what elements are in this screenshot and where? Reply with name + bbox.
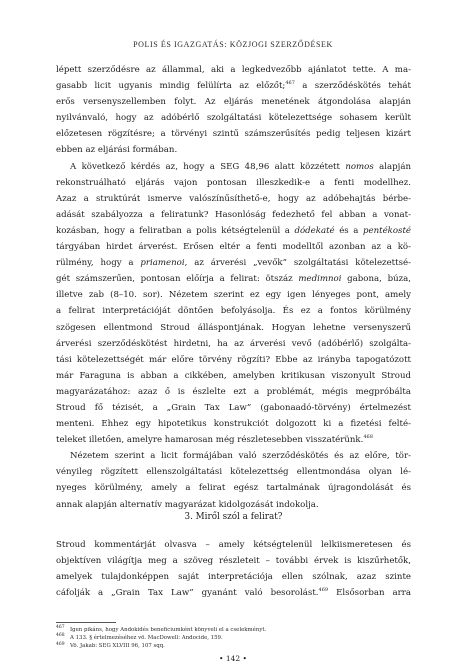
text-line: amelyek tulajdonképpen saját interpretációja ellen szólnak, azaz szinte — [56, 572, 411, 583]
text-line: A következő kérdés az, hogy a SEG 48,96 alatt közzétett nomos alapján — [70, 161, 411, 172]
text-line: annak alapján alternatív magyarázat kidolgozását indokolja. — [56, 499, 319, 510]
footnote-467: 467 Igen pikáns, hogy Andokidés beneficiumként könyveli el a cselekményt. — [56, 625, 267, 633]
footnote-ref-467[interactable]: 467 — [285, 80, 295, 87]
text-line: szögesen ellentmond Stroud álláspontjának. Hogyan lehetne versenyszerű — [56, 322, 411, 333]
footnote-ref-469[interactable]: 469 — [318, 587, 329, 594]
running-head: POLIS ÉS IGAZGATÁS: KÖZJOGI SZERZŐDÉSEK — [133, 40, 333, 49]
footnote-text: Igen pikáns, hogy Andokidés beneficiumként könyveli el a cselekményt. — [70, 627, 267, 633]
text-line: lépett szerződésre az állammal, aki a legkedvezőbb ajánlatot tette. A ma- — [56, 65, 411, 75]
text-line: már Faraguna is abban a cikkében, amelyben kritikusan viszonyult Stroud — [56, 370, 411, 381]
text-line: Nézetem szerint a licit formájában való szerződéskötés és az előre, tör- — [70, 451, 411, 462]
text-line: menteni. Ehhez egy hipotetikus konstrukciót dolgozott ki a fizetési felté- — [56, 419, 411, 430]
text-line: tárgyában hirdet árverést. Erősen eltér a fenti modelltől azonban az a kö- — [56, 242, 411, 253]
text-line: magyarázatához: azaz ő is észlelte ezt a problémát, mégis megpróbálta — [56, 386, 411, 397]
text-line: rülmény, hogy a priamenoi, az árverési „vevők” szolgáltatási kötelezettsé- — [56, 258, 411, 269]
text-line: vényileg rögzített ellenszolgáltatási kötelezettség ellentmondása olyan lé- — [56, 467, 411, 478]
text-line: árverési szerződéskötést hirdetni, ha az árverési vevő (adóbérlő) szolgálta- — [56, 338, 411, 349]
footnote-468: 468 A 133. § értelmezéséhez vö. MacDowell: Andocide, 159. — [56, 633, 223, 642]
closing-text — [56, 537, 411, 601]
page-number: • 142 • — [219, 654, 247, 663]
text-line: erős versenyszellemben folyt. Az eljárás menetének átgondolása alapján — [56, 97, 411, 108]
text-line: rekonstruálható eljárás vajon pontosan illeszkedik-e a fenti modellhez. — [56, 177, 411, 188]
footnote-text: A 133. § értelmezéséhez vö. MacDowell: Andocide, 159. — [70, 635, 223, 642]
footnote-ref-468[interactable]: 468 — [363, 434, 373, 441]
footnote-text: Vö. Jakab: SEG XLVIII 96, 107 sqq. — [70, 643, 165, 650]
text-line: nyilvánvaló, hogy az adóbérlő szolgáltatási kötelezettsége sohasem került — [56, 113, 411, 124]
text-line: kozásban, hogy a feliratban a polis kétségtelenül a dódekaté és a pentékosté — [56, 225, 411, 236]
text-line: Stroud kommentárját olvasva – amely kétségtelenül lelkiismeretesen és — [56, 540, 411, 550]
text-line: a felirat interpretációját döntően befolyásolja. És ez a fontos körülmény — [56, 306, 411, 317]
text-line: adását szabályozza a feliratunk? Hasonlóság fedezhető fel abban a vonat- — [56, 209, 411, 220]
text-line: Stroud fő tézisét, a „Grain Tax Law” (gabonaadó-törvény) értelmezést — [56, 402, 411, 413]
text-line: ebben az eljárási formában. — [56, 145, 178, 156]
footnote-469: 469 Vö. Jakab: SEG XLVIII 96, 107 sqq. — [56, 641, 165, 650]
footnote-divider — [56, 622, 116, 623]
text-line: nyeges körülmény, amely a felirat egész tartalmának újragondolását és — [56, 483, 411, 494]
section-title: 3. Miről szól a felirat? — [184, 512, 283, 522]
text-line: előzetesen rögzítésre; a törvényi szintű számszerűsítés pedig teljesen kizárt — [56, 129, 411, 140]
text-line: Azaz a struktúrát ismerve valószínűsíthető-e, hogy az adóbehajtás bérbe- — [56, 193, 411, 204]
text-line: gasabb licit ugyanis mindig felülírta az előzőt;$^{467}$ a szerződéskötés tehát — [56, 80, 411, 92]
text-line: gét számszerűen, pontosan előírja a felirat: ötszáz medimnoi gabona, búza, — [56, 274, 411, 285]
text-line: cáfolják a „Grain Tax Law” gyanánt való besorolást.$^{469}$ Elsősorban arra — [56, 587, 411, 599]
text-line: objektíven világítja meg a szöveg részleteit – további érvek is kiszűrhetők, — [56, 556, 411, 567]
footnotes — [56, 626, 411, 651]
text-line: illetve zab (8–10. sor). Nézetem szerint ez egy igen lényeges pont, amely — [56, 290, 411, 301]
text-line: tási kötelezettségét már előre törvény rögzíti? Ebbe az irányba tapogatózott — [56, 354, 411, 365]
main-text — [56, 62, 411, 513]
text-line: teleket illetően, amelyre hamarosan még részletesebben visszatérünk.$^{468}$ — [56, 434, 373, 446]
